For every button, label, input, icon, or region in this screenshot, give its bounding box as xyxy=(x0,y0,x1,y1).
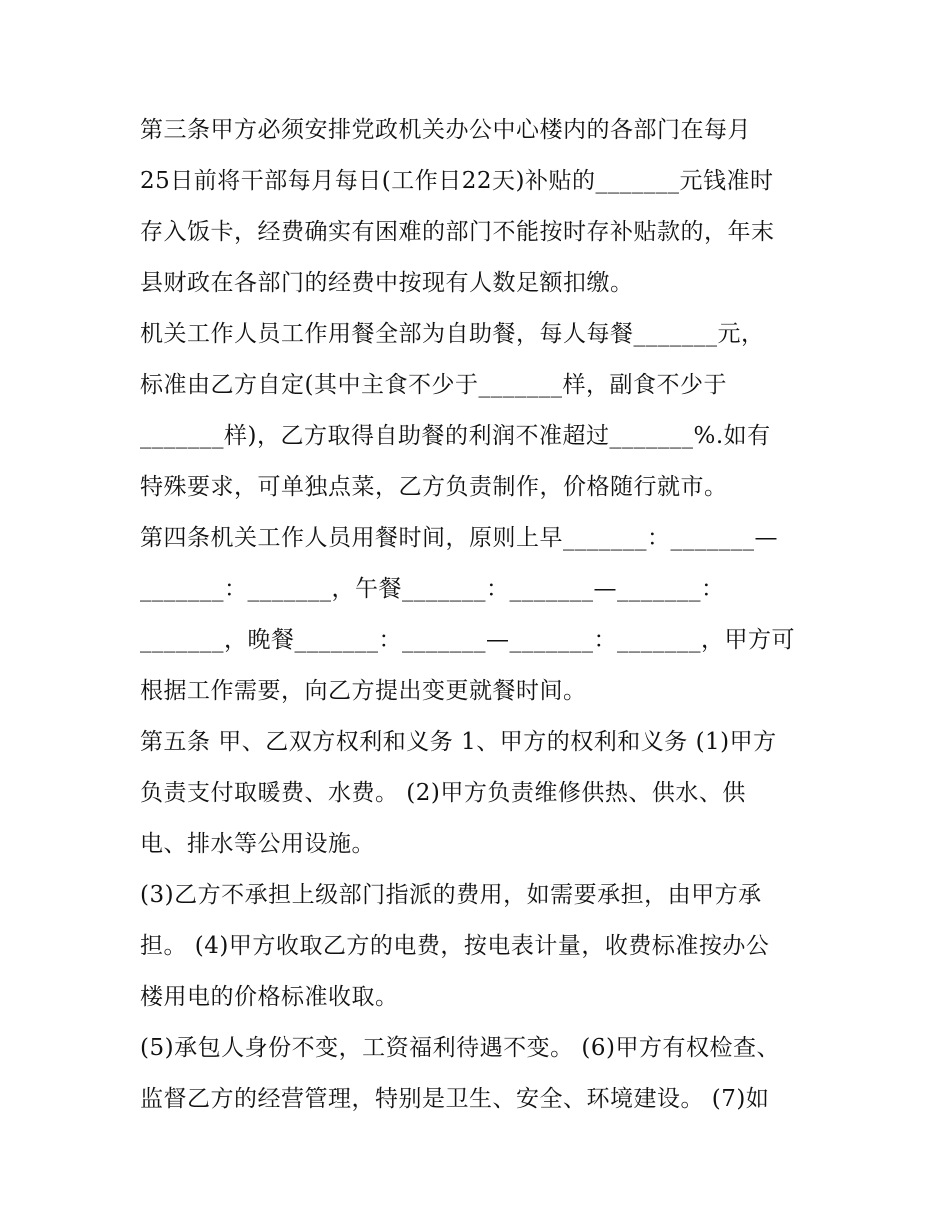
text-line: (3)乙方不承担上级部门指派的费用，如需要承担，由甲方承 xyxy=(140,882,762,908)
text-line: 根据工作需要，向乙方提出变更就餐时间。 xyxy=(140,678,587,704)
text-line: 负责支付取暖费、水费。 (2)甲方负责维修供热、供水、供 xyxy=(140,780,746,806)
text-line: 楼用电的价格标准收取。 xyxy=(140,984,399,1010)
text-line: _______，晚餐_______：_______—_______：_______，甲方可 xyxy=(140,627,795,653)
text-line: _______：_______，午餐_______：_______—_______： xyxy=(140,576,725,602)
text-line: 担。 (4)甲方收取乙方的电费，按电表计量，收费标准按办公 xyxy=(140,933,770,959)
text-line: (5)承包人身份不变，工资福利待遇不变。 (6)甲方有权检查、 xyxy=(140,1035,780,1061)
text-line: 机关工作人员工作用餐全部为自助餐，每人每餐_______元， xyxy=(140,321,765,347)
text-line: 监督乙方的经营管理，特别是卫生、安全、环境建设。 (7)如 xyxy=(140,1086,770,1112)
text-line: _______样)，乙方取得自助餐的利润不准超过_______%.如有 xyxy=(140,423,771,449)
text-line: 县财政在各部门的经费中按现有人数足额扣缴。 xyxy=(140,270,634,296)
text-line: 存入饭卡，经费确实有困难的部门不能按时存补贴款的，年末 xyxy=(140,219,775,245)
text-line: 第三条甲方必须安排党政机关办公中心楼内的各部门在每月 xyxy=(140,117,751,143)
text-line: 第四条机关工作人员用餐时间，原则上早_______：_______— xyxy=(140,525,778,551)
text-line: 特殊要求，可单独点菜，乙方负责制作，价格随行就市。 xyxy=(140,474,728,500)
text-line: 电、排水等公用设施。 xyxy=(140,831,375,857)
text-line: 标准由乙方自定(其中主食不少于_______样，副食不少于 xyxy=(140,372,727,398)
text-line: 第五条 甲、乙双方权利和义务 1、甲方的权利和义务 (1)甲方 xyxy=(140,729,777,755)
text-line: 25日前将干部每月每日(工作日22天)补贴的_______元钱准时 xyxy=(140,168,774,194)
